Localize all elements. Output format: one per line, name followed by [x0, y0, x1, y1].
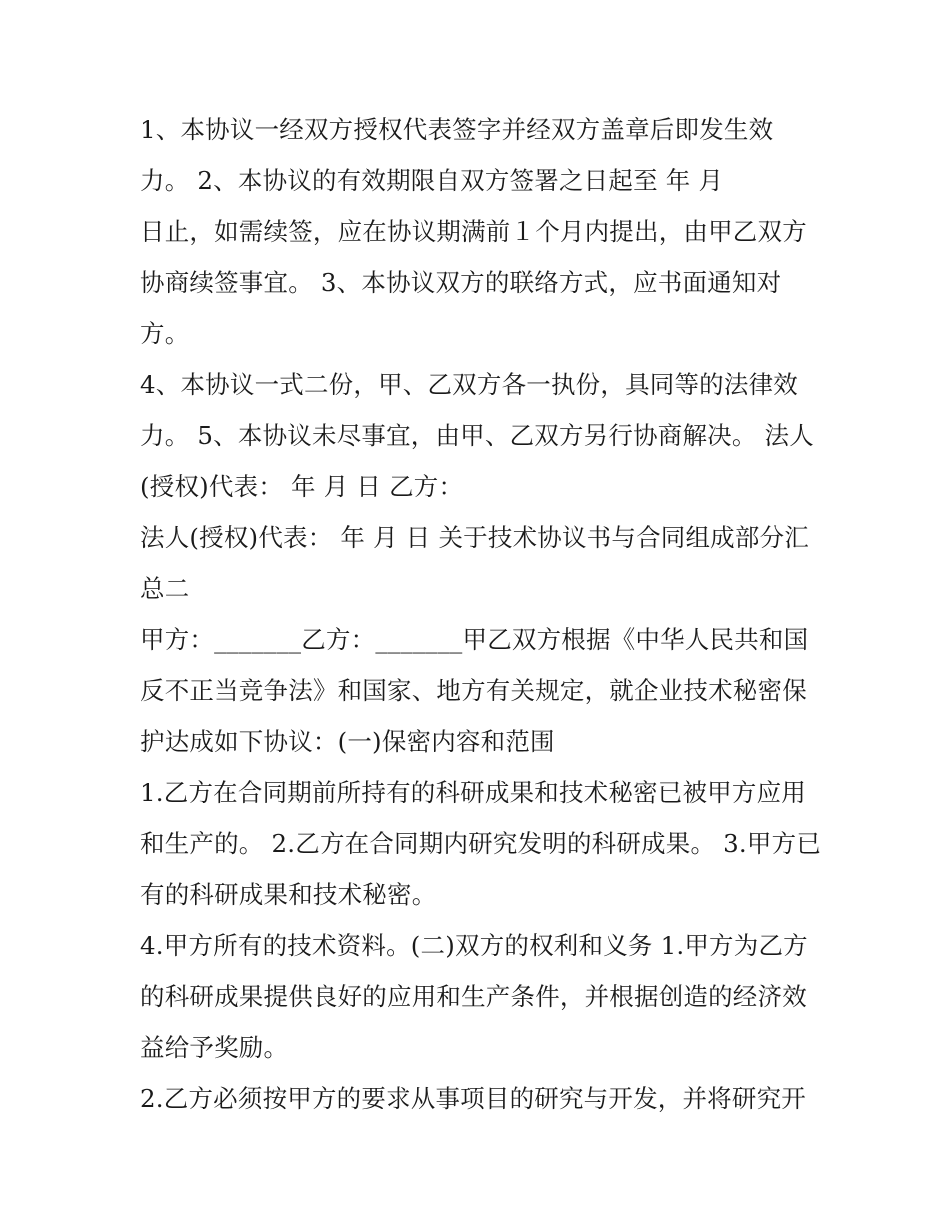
text-line: 力。 5、本协议未尽事宜，由甲、乙双方另行协商解决。 法人 [140, 421, 814, 450]
text-line: (授权)代表： 年 月 日 乙方： [140, 472, 464, 501]
text-line: 益给予奖励。 [140, 1033, 289, 1062]
text-line: 4.甲方所有的技术资料。(二)双方的权利和义务 1.甲方为乙方 [140, 931, 808, 960]
text-line: 协商续签事宜。 3、本协议双方的联络方式，应书面通知对 [140, 268, 782, 297]
text-line: 2.乙方必须按甲方的要求从事项目的研究与开发，并将研究开 [140, 1084, 806, 1113]
text-line: 1、本协议一经双方授权代表签字并经双方盖章后即发生效 [140, 115, 774, 144]
text-line: 4、本协议一式二份，甲、乙双方各一执份，具同等的法律效 [140, 370, 798, 399]
text-line: 总二 [140, 574, 190, 603]
text-line: 1.乙方在合同期前所持有的科研成果和技术秘密已被甲方应用 [140, 778, 806, 807]
text-line: 有的科研成果和技术秘密。 [140, 880, 437, 909]
text-line: 反不正当竞争法》和国家、地方有关规定，就企业技术秘密保 [140, 676, 807, 705]
text-line: 甲方：_______乙方：_______甲乙双方根据《中华人民共和国 [140, 625, 809, 654]
text-line: 法人(授权)代表： 年 月 日 关于技术协议书与合同组成部分汇 [140, 523, 809, 552]
text-line: 日止，如需续签，应在协议期满前１个月内提出，由甲乙双方 [140, 217, 807, 246]
text-line: 护达成如下协议：(一)保密内容和范围 [140, 727, 555, 756]
text-line: 方。 [140, 319, 190, 348]
text-line: 的科研成果提供良好的应用和生产条件，并根据创造的经济效 [140, 982, 807, 1011]
text-line: 力。 2、本协议的有效期限自双方签署之日起至 年 月 [140, 166, 724, 195]
text-line: 和生产的。 2.乙方在合同期内研究发明的科研成果。 3.甲方已 [140, 829, 822, 858]
